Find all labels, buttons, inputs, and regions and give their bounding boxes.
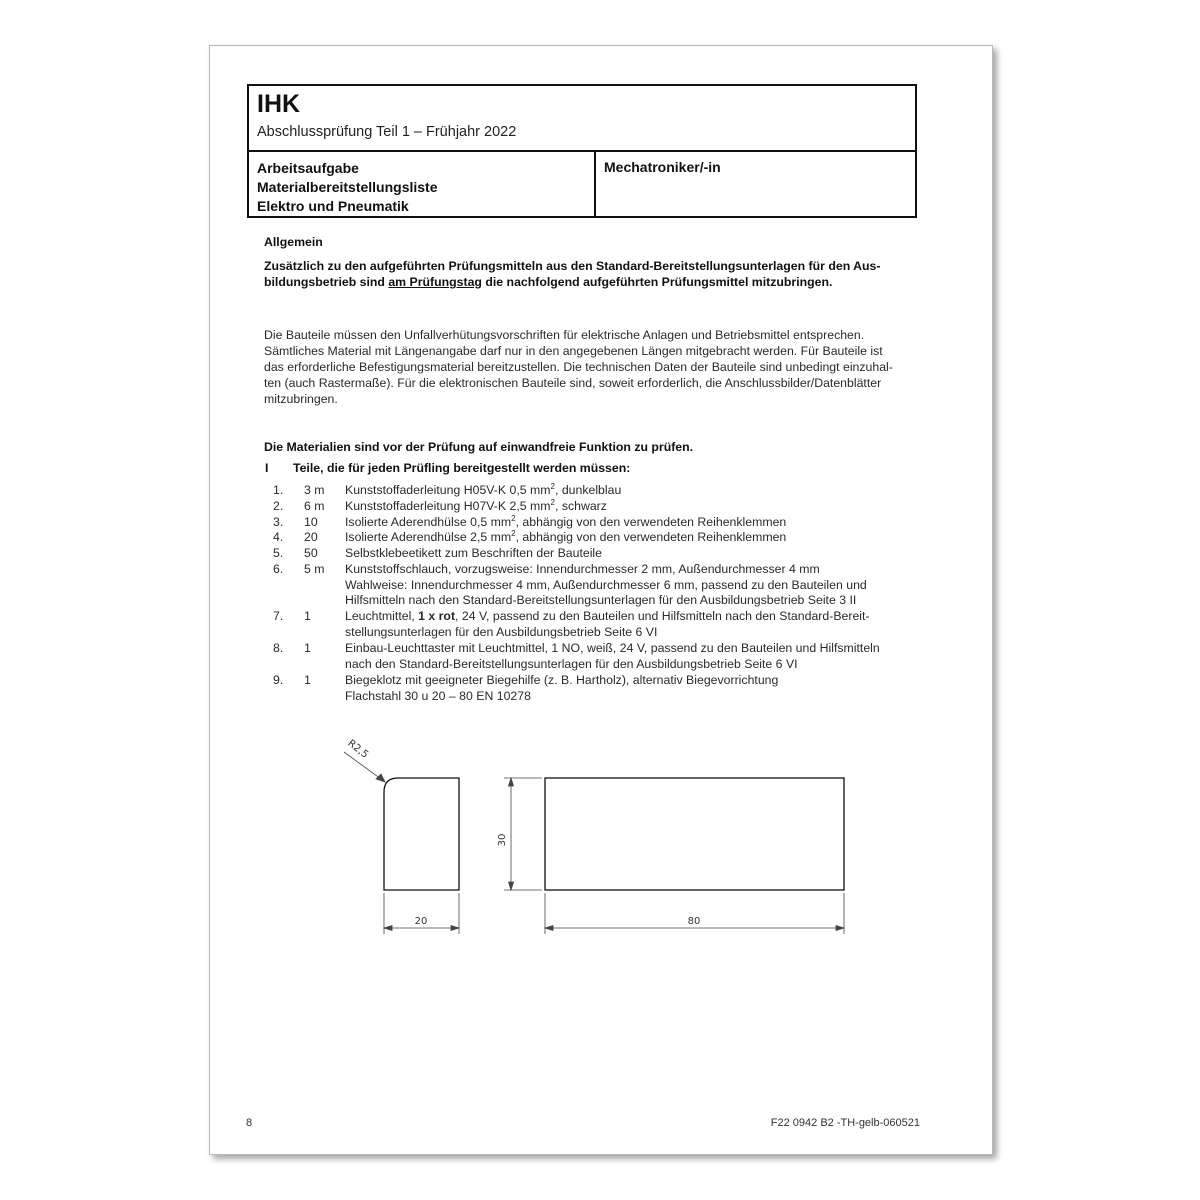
item-qty: 50 bbox=[304, 546, 318, 560]
item-qty: 5 m bbox=[304, 562, 325, 576]
item-text: , abhängig von den verwendeten Reihenklemmen bbox=[515, 530, 787, 544]
item-number: 1. bbox=[273, 483, 284, 497]
item-qty: 20 bbox=[304, 530, 318, 544]
section-title: Teile, die für jeden Prüfling bereitgestellt werden müssen: bbox=[293, 461, 631, 475]
dimension-arrow bbox=[451, 926, 459, 931]
page-number: 8 bbox=[246, 1117, 253, 1129]
item-sup: 2 bbox=[550, 497, 555, 507]
body-line: ten (auch Rastermaße). Für die elektronischen Bauteile sind, soweit erforderlich, die Anschlussbilder/Datenblätter bbox=[264, 376, 882, 390]
width-label: 20 bbox=[414, 916, 428, 927]
task-line: Materialbereitstellungsliste bbox=[257, 179, 438, 195]
item-text: nach den Standard-Bereitstellungsunterlagen für den Ausbildungsbetrieb Seite 6 VI bbox=[345, 656, 798, 671]
item-number: 5. bbox=[273, 546, 284, 560]
length-label: 80 bbox=[687, 916, 701, 927]
radius-label: R2,5 bbox=[345, 738, 371, 761]
body-line: mitzubringen. bbox=[264, 392, 338, 406]
item-qty: 1 bbox=[304, 673, 311, 687]
task-line: Arbeitsaufgabe bbox=[257, 160, 359, 176]
document-code: F22 0942 B2 -TH-gelb-060521 bbox=[770, 1117, 920, 1129]
item-text: Isolierte Aderendhülse 2,5 mm bbox=[345, 530, 512, 544]
task-line: Elektro und Pneumatik bbox=[257, 198, 409, 214]
dimension-arrow bbox=[384, 926, 392, 931]
height-label: 30 bbox=[497, 833, 508, 847]
intro-line: Zusätzlich zu den aufgeführten Prüfungsmitteln aus den Standard-Bereitstellungsunterlagen für den Aus- bbox=[264, 259, 881, 273]
item-text: stellungsunterlagen für den Ausbildungsbetrieb Seite 6 VI bbox=[345, 624, 658, 639]
item-text: , dunkelblau bbox=[554, 483, 622, 497]
item-sup: 2 bbox=[511, 513, 516, 523]
intro-part: bildungsbetrieb sind bbox=[264, 275, 389, 289]
check-note: Die Materialien sind vor der Prüfung auf einwandfreie Funktion zu prüfen. bbox=[264, 440, 694, 454]
dimension-arrow bbox=[836, 926, 844, 931]
item-number: 6. bbox=[273, 562, 284, 576]
item-emphasis: 1 x rot bbox=[418, 609, 456, 623]
item-number: 9. bbox=[273, 673, 284, 687]
dimension-arrow bbox=[545, 926, 553, 931]
profession: Mechatroniker/-in bbox=[604, 159, 721, 175]
item-text: Kunststoffaderleitung H07V-K 2,5 mm bbox=[345, 499, 551, 513]
item-text: Wahlweise: Innendurchmesser 4 mm, Außendurchmesser 6 mm, passend zu den Bauteilen und bbox=[345, 577, 867, 592]
item-text: , schwarz bbox=[554, 499, 607, 513]
item-number: 7. bbox=[273, 609, 284, 623]
item-text-part: Leuchtmittel, bbox=[345, 609, 419, 623]
body-line: das erforderliche Befestigungsmaterial bereitzustellen. Die technischen Daten der Bauteile sind unbedingt einzuhal- bbox=[264, 360, 893, 374]
item-text: Flachstahl 30 u 20 – 80 EN 10278 bbox=[345, 688, 531, 703]
front-view-block bbox=[545, 778, 844, 890]
item-number: 2. bbox=[273, 499, 284, 513]
general-heading: Allgemein bbox=[264, 235, 323, 249]
item-text: Einbau-Leuchttaster mit Leuchtmittel, 1 NO, weiß, 24 V, passend zu den Bauteilen und Hilfsmitteln bbox=[345, 641, 880, 655]
intro-part: die nachfolgend aufgeführten Prüfungsmittel mitzubringen. bbox=[481, 275, 833, 289]
item-qty: 1 bbox=[304, 609, 311, 623]
item-sup: 2 bbox=[511, 528, 516, 538]
section-number: I bbox=[265, 461, 269, 475]
item-number: 4. bbox=[273, 530, 284, 544]
item-text: Biegeklotz mit geeigneter Biegehilfe (z. B. Hartholz), alternativ Biegevorrichtung bbox=[345, 673, 779, 687]
item-sup: 2 bbox=[550, 481, 555, 491]
radius-arrow bbox=[376, 774, 385, 782]
dimension-arrow bbox=[509, 882, 514, 890]
item-text: Kunststoffaderleitung H05V-K 0,5 mm bbox=[345, 483, 551, 497]
item-number: 3. bbox=[273, 515, 284, 529]
item-text: Isolierte Aderendhülse 0,5 mm bbox=[345, 515, 512, 529]
item-number: 8. bbox=[273, 641, 284, 655]
intro-underlined: am Prüfungstag bbox=[388, 275, 482, 289]
item-text-part: , 24 V, passend zu den Bauteilen und Hilfsmitteln nach den Standard-Bereit- bbox=[455, 609, 870, 623]
side-view-block bbox=[384, 778, 459, 890]
item-text: Kunststoffschlauch, vorzugsweise: Innendurchmesser 2 mm, Außendurchmesser 4 mm bbox=[345, 562, 820, 576]
item-qty: 3 m bbox=[304, 483, 325, 497]
item-qty: 6 m bbox=[304, 499, 325, 513]
body-line: Die Bauteile müssen den Unfallverhütungsvorschriften für elektrische Anlagen und Betriebsmittel entsprechen. bbox=[264, 328, 865, 342]
org-name: IHK bbox=[257, 90, 301, 118]
item-qty: 1 bbox=[304, 641, 311, 655]
item-desc: Selbstklebeetikett zum Beschriften der Bauteile bbox=[345, 546, 603, 560]
body-line: Sämtliches Material mit Längenangabe darf nur in den angegebenen Längen mitgebracht werden. Für Bauteile ist bbox=[264, 344, 883, 358]
dimension-arrow bbox=[509, 778, 514, 786]
item-text: Hilfsmitteln nach den Standard-Bereitstellungsunterlagen für den Ausbildungsbetrieb Seite 3 II bbox=[345, 593, 857, 607]
item-qty: 10 bbox=[304, 515, 318, 529]
item-text: , abhängig von den verwendeten Reihenklemmen bbox=[515, 515, 787, 529]
exam-title: Abschlussprüfung Teil 1 – Frühjahr 2022 bbox=[257, 124, 517, 140]
